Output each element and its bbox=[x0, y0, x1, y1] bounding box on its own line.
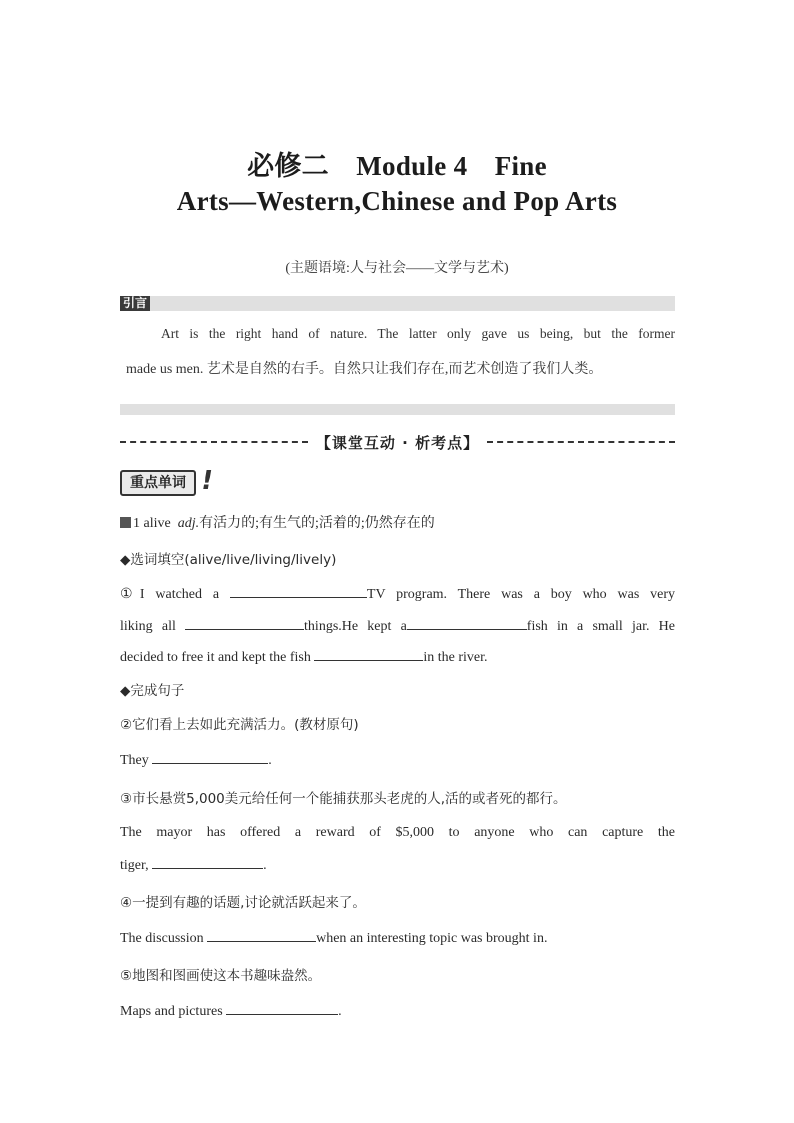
exercise-1-line1 bbox=[120, 585, 675, 603]
sentence-3-english-line1: The mayor has offered a reward of $5,000 to anyone who can capture the bbox=[120, 825, 675, 840]
intro-footer-band bbox=[120, 404, 675, 415]
answer-blank[interactable] bbox=[152, 751, 268, 764]
text-segment: tiger, bbox=[120, 858, 149, 873]
vocab-word: 1 alive bbox=[133, 516, 171, 531]
sentence-5-english: Maps and pictures . bbox=[120, 1004, 342, 1019]
text-segment: ①I watched a bbox=[120, 587, 220, 602]
vocab-pos: adj. bbox=[177, 516, 200, 531]
intro-text-line1: Art is the right hand of nature. The latter only gave us being, but the former bbox=[161, 326, 675, 341]
square-bullet-icon bbox=[120, 517, 131, 528]
exclamation-icon: ! bbox=[198, 466, 216, 496]
vocab-meaning: 有活力的;有生气的;活着的;仍然存在的 bbox=[199, 516, 435, 531]
answer-blank[interactable] bbox=[407, 617, 527, 630]
sentence-5-chinese: ⑤地图和图画使这本书趣味盎然。 bbox=[120, 968, 322, 984]
section-divider bbox=[120, 430, 675, 454]
sentence-4-english bbox=[120, 929, 675, 947]
answer-blank[interactable] bbox=[314, 648, 423, 661]
text-segment: decided to free it and kept the fish bbox=[120, 650, 311, 665]
sentence-4-chinese: ④一提到有趣的话题,讨论就活跃起来了。 bbox=[120, 895, 366, 911]
answer-blank[interactable] bbox=[207, 929, 316, 942]
text-segment: in the river. bbox=[423, 650, 488, 665]
text-segment: The discussion bbox=[120, 931, 204, 946]
text-segment: when an interesting topic was brought in. bbox=[316, 931, 548, 946]
sentence-2-english: They . bbox=[120, 753, 272, 768]
answer-blank[interactable] bbox=[152, 856, 263, 869]
answer-blank[interactable] bbox=[226, 1002, 338, 1015]
theme-context: (主题语境:人与社会——文学与艺术) bbox=[285, 261, 509, 276]
sentence-3-english-line2: tiger, . bbox=[120, 858, 267, 873]
text-segment: fish in a small jar. He bbox=[526, 619, 675, 634]
intro-label: 引言 bbox=[120, 296, 150, 311]
text-segment: liking all bbox=[120, 619, 176, 634]
intro-header-band bbox=[120, 296, 675, 311]
vocab-entry bbox=[120, 512, 675, 532]
answer-blank[interactable] bbox=[185, 617, 304, 630]
divider-dash-left bbox=[120, 441, 308, 443]
text-segment: They bbox=[120, 753, 149, 768]
section-tag-label: 重点单词 bbox=[120, 470, 196, 496]
exercise-header-complete: ◆完成句子 bbox=[120, 683, 185, 699]
divider-title: 【课堂互动 · 析考点】 bbox=[315, 433, 480, 452]
exercise-header-fill: ◆选词填空(alive/live/living/lively) bbox=[120, 552, 337, 568]
answer-blank[interactable] bbox=[230, 585, 367, 598]
sentence-3-chinese: ③市长悬赏5,000美元给任何一个能捕获那头老虎的人,活的或者死的都行。 bbox=[120, 791, 567, 807]
text-segment: TV program. There was a boy who was very bbox=[366, 587, 675, 602]
sentence-2-chinese: ②它们看上去如此充满活力。(教材原句) bbox=[120, 717, 359, 733]
divider-dash-right bbox=[487, 441, 675, 443]
exercise-1-line3 bbox=[120, 648, 675, 666]
text-segment: Maps and pictures bbox=[120, 1004, 223, 1019]
exercise-1-line2 bbox=[120, 617, 675, 635]
text-segment: things.He kept a bbox=[304, 619, 407, 634]
document-title-line1: 必修二 Module 4 Fine bbox=[247, 151, 547, 181]
document-title-line2: Arts—Western,Chinese and Pop Arts bbox=[176, 186, 618, 216]
intro-text-line2: made us men. 艺术是自然的右手。自然只让我们存在,而艺术创造了我们人类。 bbox=[126, 362, 603, 377]
